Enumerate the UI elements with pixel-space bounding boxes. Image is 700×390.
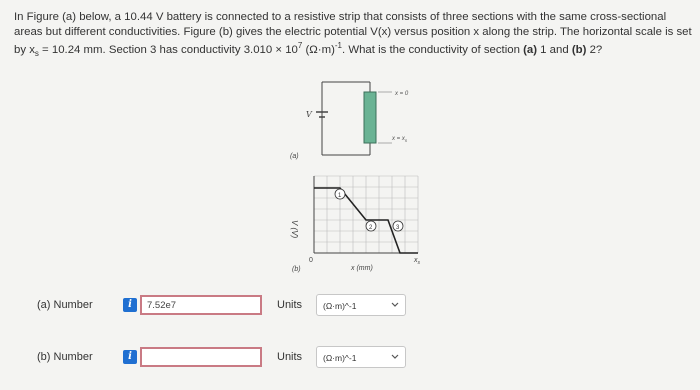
units-b-select[interactable] [316, 346, 406, 368]
figure-b-label: (b) [292, 266, 301, 273]
units-a-label: Units [277, 299, 303, 311]
chevron-down-icon [390, 351, 400, 363]
potential-graph [314, 176, 418, 253]
section-1-label: 1 [338, 193, 342, 199]
answer-row-b [0, 342, 700, 372]
problem-line-2: areas but different conductivities. Figure (b) gives the electric potential V(x) versus position x along the strip. The horizontal scale is set [14, 25, 692, 38]
info-icon[interactable]: i [123, 298, 137, 312]
units-b-label: Units [277, 351, 303, 363]
x0-label: x = 0 [395, 91, 409, 97]
units-a-value: (Ω·m)^-1 [323, 301, 357, 311]
units-a-select[interactable] [316, 294, 406, 316]
info-icon[interactable]: i [123, 350, 137, 364]
xaxis-label: x (mm) [351, 265, 373, 272]
chevron-down-icon [390, 299, 400, 311]
battery-label: V [306, 110, 312, 119]
answer-row-a [0, 290, 700, 320]
xaxis-end-label: $x_s$ [414, 257, 420, 266]
section-2-label: 2 [369, 225, 373, 231]
yaxis-label: V (V) [290, 220, 299, 239]
answer-b-input[interactable] [140, 347, 262, 367]
xs-label: $x = x_s$ [392, 136, 408, 143]
figure-a-label: (a) [290, 153, 299, 160]
circuit-figure [316, 82, 392, 155]
answer-a-input[interactable]: 7.52e7 [140, 295, 262, 315]
answer-a-label: (a) Number [37, 299, 93, 311]
section-3-label: 3 [396, 225, 400, 231]
answer-b-label: (b) Number [37, 351, 93, 363]
origin-label: 0 [309, 257, 313, 264]
resistive-strip [364, 92, 376, 143]
units-b-value: (Ω·m)^-1 [323, 353, 357, 363]
problem-line-1: In Figure (a) below, a 10.44 V battery is connected to a resistive strip that consists of three sections with the same cross-sectional [14, 11, 667, 23]
problem-line-3: by $x_s = 10.24$ mm. Section 3 has conductivity $3.010 \times 10^7$ $(\Omega\cdot m)^{-1}$. What is the conductivity of section (a) 1 and (b) 2? [14, 41, 603, 59]
